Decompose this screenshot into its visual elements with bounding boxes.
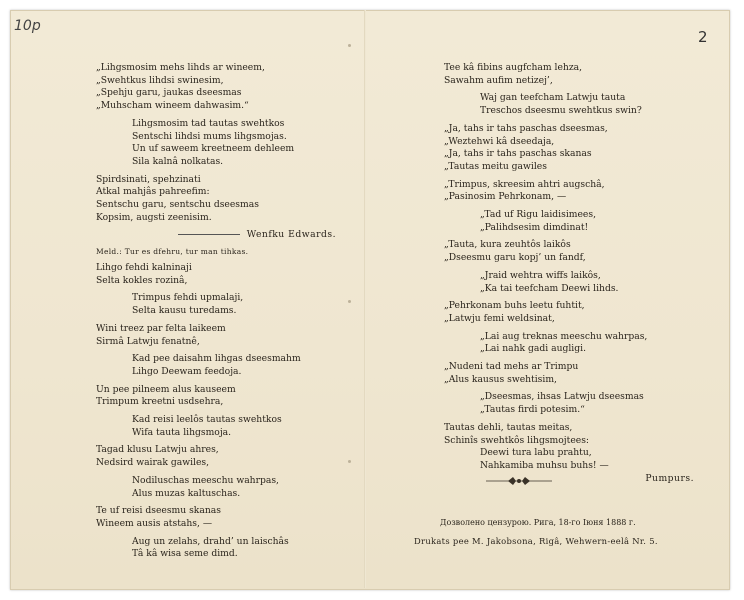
poem-line: „Ja, tahs ir tahs paschas skanas [444, 148, 592, 160]
printer-line: Drukats pee M. Jakobsona, Rigâ, Wehwern-eelâ Nr. 5. [414, 536, 658, 546]
poem-line: „Ja, tahs ir tahs paschas dseesmas, [444, 122, 608, 134]
stanza-gap [96, 561, 346, 566]
poem-line: „Nudeni tad mehs ar Trimpu [444, 361, 579, 373]
poem-line: Tautas dehli, tautas meitas, [444, 421, 573, 433]
pin-hole [348, 44, 351, 47]
poem-line: Kopsim, augsti zeenisim. [96, 211, 212, 223]
poem-line: Nedsird wairak gawiles, [96, 457, 210, 469]
poem-line: Schinîs swehtkôs lihgsmojtees: [444, 434, 590, 446]
poem-line: Lihgo fehdi kalninaji [96, 262, 192, 273]
poem-line: Atkal mahjâs pahreefim: [96, 186, 210, 198]
poem-line: Deewi tura labu prahtu, [480, 447, 592, 459]
poem-line: Selta kausu turedams. [132, 305, 237, 317]
poem-line: Te uf reisi dseesmu skanas [96, 505, 221, 517]
poem-line: Spirdsinati, spehzinati [96, 173, 201, 185]
poem-line: „Tautas meitu gawiles [444, 160, 547, 172]
poem-line: Sentschi lihdsi mums lihgsmojas. [132, 130, 287, 142]
poem-line: Wini treez par felta laikeem [96, 322, 226, 334]
poem-line: „Lihgsmosim mehs lihds ar wineem, [96, 62, 265, 73]
poem-line: Sirmâ Latwju fenatnê, [96, 335, 200, 347]
poem-signature: Wenfku Edwards. [246, 229, 336, 241]
poem-line: „Trimpus, skreesim ahtri augschâ, [444, 178, 605, 190]
poem-line: „Tautas firdi potesim.“ [480, 404, 585, 416]
poem-line: „Lai aug treknas meeschu wahrpas, [480, 330, 648, 342]
poem-line: Lihgo Deewam feedoja. [132, 365, 242, 377]
poem-line: Wifa tauta lihgsmoja. [132, 426, 232, 438]
poem-line: „Pehrkonam buhs leetu fuhtit, [444, 300, 585, 312]
poem-line: Un uf saweem kreetneem dehleem [132, 143, 295, 155]
ornament-divider [486, 475, 552, 487]
poem-line: Lihgsmosim tad tautas swehtkos [132, 117, 285, 129]
poem-line: „Alus kausus swehtisim, [444, 373, 557, 385]
poem-line: „Dseesmas, ihsas Latwju dseesmas [480, 391, 644, 403]
left-poem-first [96, 62, 346, 242]
poem-line: „Spehju garu, jaukas dseesmas [96, 87, 242, 99]
poem-line: Waj gan teefcham Latwju tauta [480, 92, 626, 104]
poem-line: Alus muzas kaltuschas. [132, 487, 241, 499]
left-poem-second [96, 262, 346, 566]
poem-line: Sila kalnâ nolkatas. [132, 155, 224, 167]
poem-line: „Latwju femi weldsinat, [444, 312, 555, 324]
poem-line: „Dseesmu garu kopj’ un fandf, [444, 252, 586, 264]
poem-line: Nodiluschas meeschu wahrpas, [132, 474, 279, 486]
melody-line: Meld.: Tur es dfehru, tur man tihkas. [96, 247, 249, 256]
center-fold [364, 10, 366, 588]
pin-hole [348, 300, 351, 303]
poem-line: Kad pee daisahm lihgas dseesmahm [132, 353, 301, 365]
poem-line: Tâ kâ wisa seme dimd. [132, 548, 238, 560]
poem-line: Sentschu garu, sentschu dseesmas [96, 199, 259, 211]
poem-line: „Pasinosim Pehrkonam, — [444, 191, 567, 203]
poem-line: Tagad klusu Latwju ahres, [96, 444, 219, 456]
poem-line: „Lai nahk gadi augligi. [480, 343, 586, 355]
poem-line: Nahkamiba muhsu buhs! — [480, 459, 609, 471]
poem-line: Tee kâ fibins augfcham lehza, [444, 62, 583, 73]
poem-line: „Tad uf Rigu laidisimees, [480, 209, 596, 221]
poem-line: Un pee pilneem alus kauseem [96, 383, 236, 395]
censor-approval: Дозволено цензурою. Рига, 18-го Iюня 1888 г. [440, 518, 636, 527]
archive-page-mark: 10р [14, 18, 41, 34]
poem-line: Sawahm aufim netizej’, [444, 74, 553, 86]
poem-line: „Swehtkus lihdsi swinesim, [96, 74, 224, 86]
poem-line: „Tauta, kura zeuhtôs laikôs [444, 239, 571, 251]
poem-line: „Weztehwi kâ dseedaja, [444, 135, 555, 147]
poem-line: Wineem ausis atstahs, — [96, 517, 213, 529]
poem-line: Aug un zelahs, drahd’ un laischâs [132, 535, 289, 547]
poem-line: „Muhscham wineem dahwasim.“ [96, 100, 249, 112]
poem-line: „Jraid wehtra wiffs laikôs, [480, 269, 601, 281]
poem-line: „Palihdsesim dimdinat! [480, 221, 589, 233]
poem-line: Trimpum kreetni usdsehra, [96, 396, 224, 408]
separator-rule [178, 234, 240, 235]
page-number: 2 [698, 28, 708, 46]
poem-line: „Ka tai teefcham Deewi lihds. [480, 282, 619, 294]
poem-line: Selta kokles rozinâ, [96, 274, 188, 286]
poem-line: Treschos dseesmu swehtkus swin? [480, 105, 642, 117]
pin-hole [348, 460, 351, 463]
poem-line: Trimpus fehdi upmalaji, [132, 292, 244, 304]
right-poem [444, 62, 704, 485]
poem-signature: Pumpurs. [645, 472, 694, 484]
poem-line: Kad reisi leelôs tautas swehtkos [132, 414, 282, 426]
